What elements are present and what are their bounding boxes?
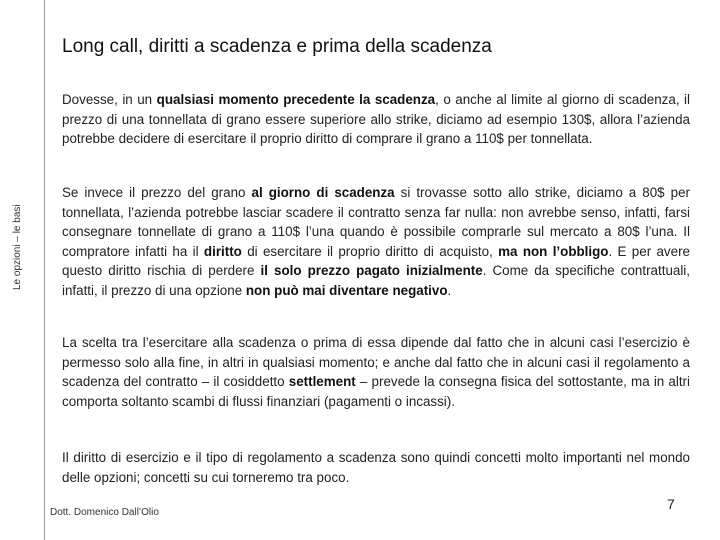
- bold-phrase: non può mai diventare negativo: [245, 282, 448, 298]
- text-run: . E per avere questo diritto rischia di perdere: [62, 243, 690, 279]
- text-run: Dovesse, in un: [62, 92, 157, 107]
- paragraph-3: [62, 333, 690, 411]
- text-run: di esercitare il proprio diritto di acquisto,: [241, 243, 499, 259]
- text-run: , o anche al limite al giorno di scadenza, il prezzo di una tonnellata di grano essere superiore allo strike, diciamo ad esempio 130$, allora l’azienda potrebbe decidere di esercitare il proprio diritto di comprare il grano a 110$ per tonnellata.: [62, 92, 690, 147]
- bold-phrase: qualsiasi momento precedente la scadenza: [156, 92, 436, 107]
- text-run: Se invece il prezzo del grano: [62, 185, 252, 200]
- text-run: . Come da specifiche contrattuali, infatti, il prezzo di una opzione: [62, 263, 691, 298]
- bold-phrase: settlement: [288, 374, 356, 390]
- footer-author: Dott. Domenico Dall’Olio: [50, 507, 159, 518]
- bold-phrase: il solo prezzo pagato inizialmente: [260, 263, 483, 279]
- paragraph-4: [62, 448, 690, 487]
- text-run: Il diritto di esercizio e il tipo di regolamento a scadenza sono quindi concetti molto importanti nel mondo delle opzioni; concetti su cui torneremo tra poco.: [62, 450, 690, 485]
- paragraph-2: [62, 183, 690, 301]
- page-title: Long call, diritti a scadenza e prima della scadenza: [62, 36, 492, 57]
- text-run: La scelta tra l’esercitare alla scadenza o prima di essa dipende dal fatto che in alcuni casi l’esercizio è permesso solo alla fine, in altri in qualsiasi momento; e anche dal fatto che in alcuni casi il regolamento a scadenza del contratto – il cosiddetto: [62, 335, 690, 390]
- text-run: .: [447, 282, 452, 298]
- text-run: si trovasse sotto allo strike, diciamo a 80$ per tonnellata, l’azienda potrebbe lasciar scadere il contratto senza far nulla: non avrebbe senso, infatti, farsi consegnare tonnellate di grano a 110$ l’una quando è possibile comprarle sul mercato a 80$ l’una. Il compratore infatti ha il: [62, 185, 690, 259]
- bold-phrase: al giorno di scadenza: [251, 185, 395, 200]
- text-run: – prevede la consegna fisica del sottostante, ma in altri comporta soltanto scambi di flussi finanziari (pagamenti o incassi).: [62, 374, 690, 409]
- page-number: 7: [667, 496, 675, 512]
- sidebar-section-label: Le opzioni – le basi: [12, 204, 23, 290]
- bold-phrase: diritto: [203, 243, 242, 259]
- sidebar-strip: [0, 0, 45, 540]
- bold-phrase: ma non l’obbligo: [498, 243, 609, 259]
- paragraph-1: [62, 90, 690, 149]
